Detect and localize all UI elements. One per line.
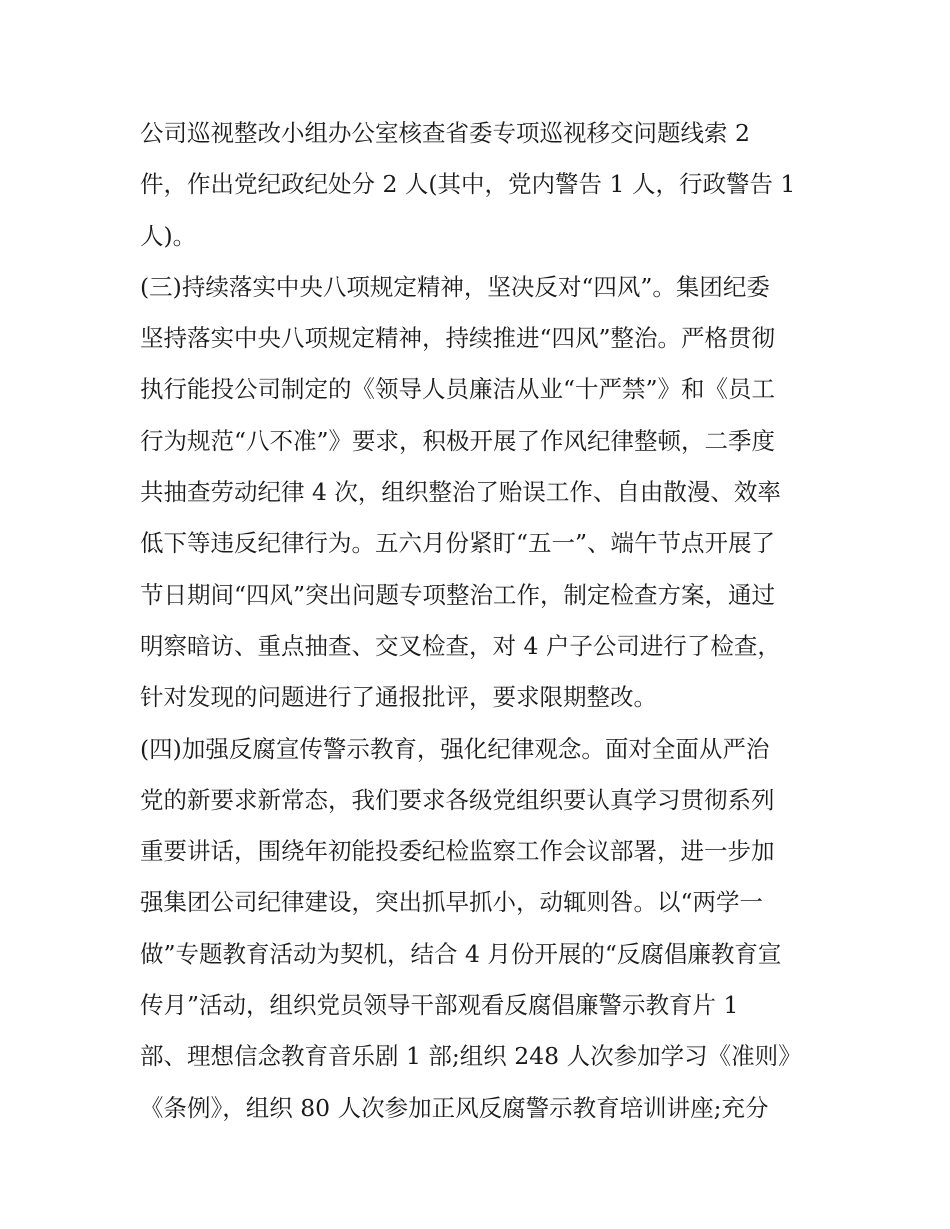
- text-line: 《条例》，组织 80 人次参加正风反腐警示教育培训讲座;充分: [140, 1093, 769, 1122]
- text-line: 传月”活动，组织党员领导干部观看反腐倡廉警示教育片 1: [140, 991, 739, 1020]
- text-line: 节日期间“四风”突出问题专项整治工作，制定检查方案，通过: [140, 580, 776, 609]
- text-line: 行为规范“八不准”》要求，积极开展了作风纪律整顿，二季度: [140, 426, 776, 455]
- text-line: (三)持续落实中央八项规定精神，坚决反对“四风”。集团纪委: [140, 272, 770, 301]
- text-line: (四)加强反腐宣传警示教育，强化纪律观念。面对全面从严治: [140, 734, 770, 763]
- text-line: 强集团公司纪律建设，突出抓早抓小，动辄则咎。以“两学一: [140, 888, 764, 917]
- text-line: 部、理想信念教育音乐剧 1 部;组织 248 人次参加学习《准则》: [140, 1042, 802, 1071]
- body-text: [140, 108, 830, 1134]
- text-line: 坚持落实中央八项规定精神，持续推进“四风”整治。严格贯彻: [140, 324, 776, 353]
- text-line: 党的新要求新常态，我们要求各级党组织要认真学习贯彻系列: [140, 785, 775, 814]
- text-line: 件，作出党纪政纪处分 2 人(其中，党内警告 1 人，行政警告 1: [140, 170, 796, 199]
- text-line: 针对发现的问题进行了通报批评，要求限期整改。: [140, 683, 657, 712]
- text-line: 重要讲话，围绕年初能投委纪检监察工作会议部署，进一步加: [140, 837, 775, 866]
- text-line: 明察暗访、重点抽查、交叉检查，对 4 户子公司进行了检查，: [140, 631, 781, 660]
- text-line: 共抽查劳动纪律 4 次，组织整治了贻误工作、自由散漫、效率: [140, 478, 781, 507]
- text-line: 公司巡视整改小组办公室核查省委专项巡视移交问题线索 2: [140, 119, 750, 147]
- text-line: 人)。: [140, 221, 197, 250]
- text-line: 执行能投公司制定的《领导人员廉洁从业“十严禁”》和《员工: [140, 375, 776, 404]
- text-line: 低下等违反纪律行为。五六月份紧盯“五一”、端午节点开展了: [140, 529, 776, 558]
- text-line: 做”专题教育活动为契机，结合 4 月份开展的“反腐倡廉教育宣: [140, 939, 782, 968]
